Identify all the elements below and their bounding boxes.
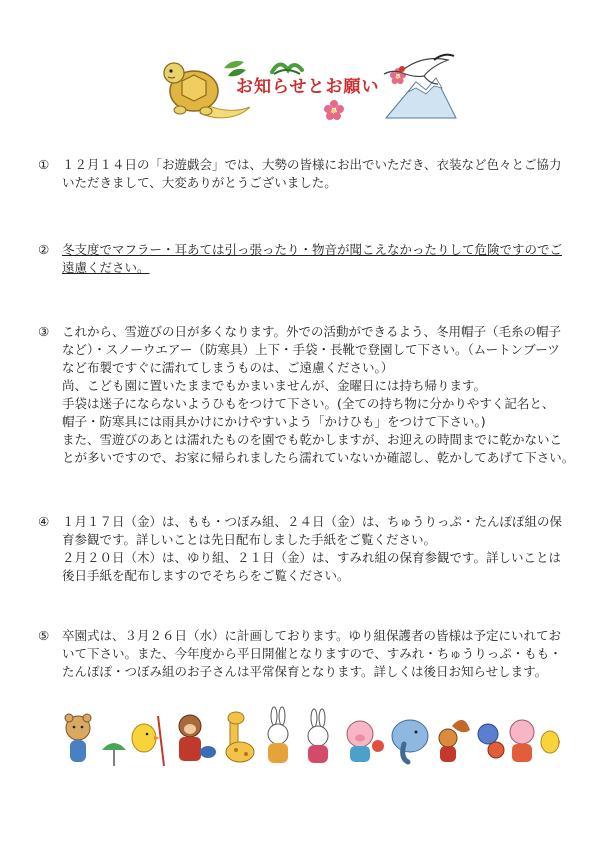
text-line: いただきまして、大変ありがとうございました。	[62, 175, 337, 190]
text-line: 尚、こども園に置いたままでもかまいませんが、金曜日には持ち帰ります。	[62, 378, 487, 393]
squirrel-icon	[439, 720, 470, 762]
notice-item-2	[38, 241, 578, 277]
giraffe-icon	[226, 712, 254, 762]
text-line: など布製ですぐに濡れてしまうものは、ご遠慮ください。）	[62, 360, 394, 375]
item-number: ①	[38, 157, 50, 172]
text-line: 帽子・防寒具には雨具かけにかけやすいよう「かけひも」をつけて下さい。)	[62, 414, 486, 429]
chick-icon	[541, 731, 560, 753]
bear-icon	[65, 714, 91, 762]
drum-icon	[478, 724, 504, 758]
animal-parade-illustration	[60, 706, 560, 776]
item-number: ④	[38, 514, 50, 529]
text-line: 卒園式は、３月２６日（水）に計画しております。ゆり組保護者の皆様は予定にいれてお	[62, 628, 562, 643]
text-line: ２月２０日（木）は、ゆり組、２１日（金）は、すみれ組の保育参観です。詳しいことは	[62, 550, 562, 565]
notice-item-5	[38, 627, 578, 681]
text-line: １２月１４日の「お遊戯会」では、大勢の皆様にお出でいただき、衣装など色々とご協力	[62, 157, 562, 172]
header-banner	[0, 0, 600, 140]
text-line: など）・スノーウエアー（防寒具）上下・手袋・長靴で登園して下さい。（ムートンブーツ	[62, 342, 560, 357]
text-line: これから、雪遊びの日が多くなります。外での活動ができるよう、冬用帽子（毛糸の帽子	[62, 324, 562, 339]
pig-icon	[510, 720, 534, 762]
rabbit-icon	[308, 709, 328, 763]
notice-item-1	[38, 156, 578, 192]
text-line: 冬支度でマフラー・耳あては引っ張ったり・物音が聞こえなかったりして危険ですのでご	[62, 242, 563, 257]
umbrella-icon	[102, 743, 126, 766]
text-line: いて下さい。また、今年度から平日開催となりますので、すみれ・ちゅうりっぷ・もも・	[62, 646, 562, 661]
item-number: ⑤	[38, 628, 50, 643]
text-line: たんぽぽ・つぼみ組のお子さんは平常保育となります。詳しくは後日お知らせします。	[62, 664, 548, 679]
text-line: とが多いですので、お家に帰られましたら濡れていないか確認し、乾かしてあげて下さい。	[62, 450, 575, 465]
item-number: ②	[38, 242, 50, 257]
rabbit-icon	[268, 707, 288, 763]
pig-icon	[347, 721, 384, 762]
item-number: ③	[38, 324, 50, 339]
notice-item-3	[38, 323, 578, 467]
elephant-icon	[392, 720, 428, 762]
notice-item-4	[38, 513, 578, 585]
text-line: 育参観です。詳しいことは先日配布しました手紙をご覧ください。	[62, 532, 437, 547]
text-line: 遠慮ください。	[62, 260, 150, 275]
plum-flower-icon	[324, 100, 344, 120]
crane-mountain-illustration	[378, 48, 458, 120]
page-title: お知らせとお願い	[236, 77, 380, 97]
chick-icon	[132, 716, 164, 766]
monkey-icon	[179, 715, 216, 761]
text-line: １月１７日（金）は、もも・つぼみ組、２４日（金）は、ちゅうりっぷ・たんぽぽ組の保	[62, 514, 563, 529]
text-line: 手袋は迷子にならないようひもをつけて下さい。(全ての持ち物に分かりやすく記名と、	[62, 396, 555, 411]
text-line: 後日手紙を配布しますのでそちらをご覧ください。	[62, 568, 350, 583]
text-line: また、雪遊びのあとは濡れたものを園でも乾かしますが、お迎えの時間までに乾かないこ	[62, 432, 563, 447]
